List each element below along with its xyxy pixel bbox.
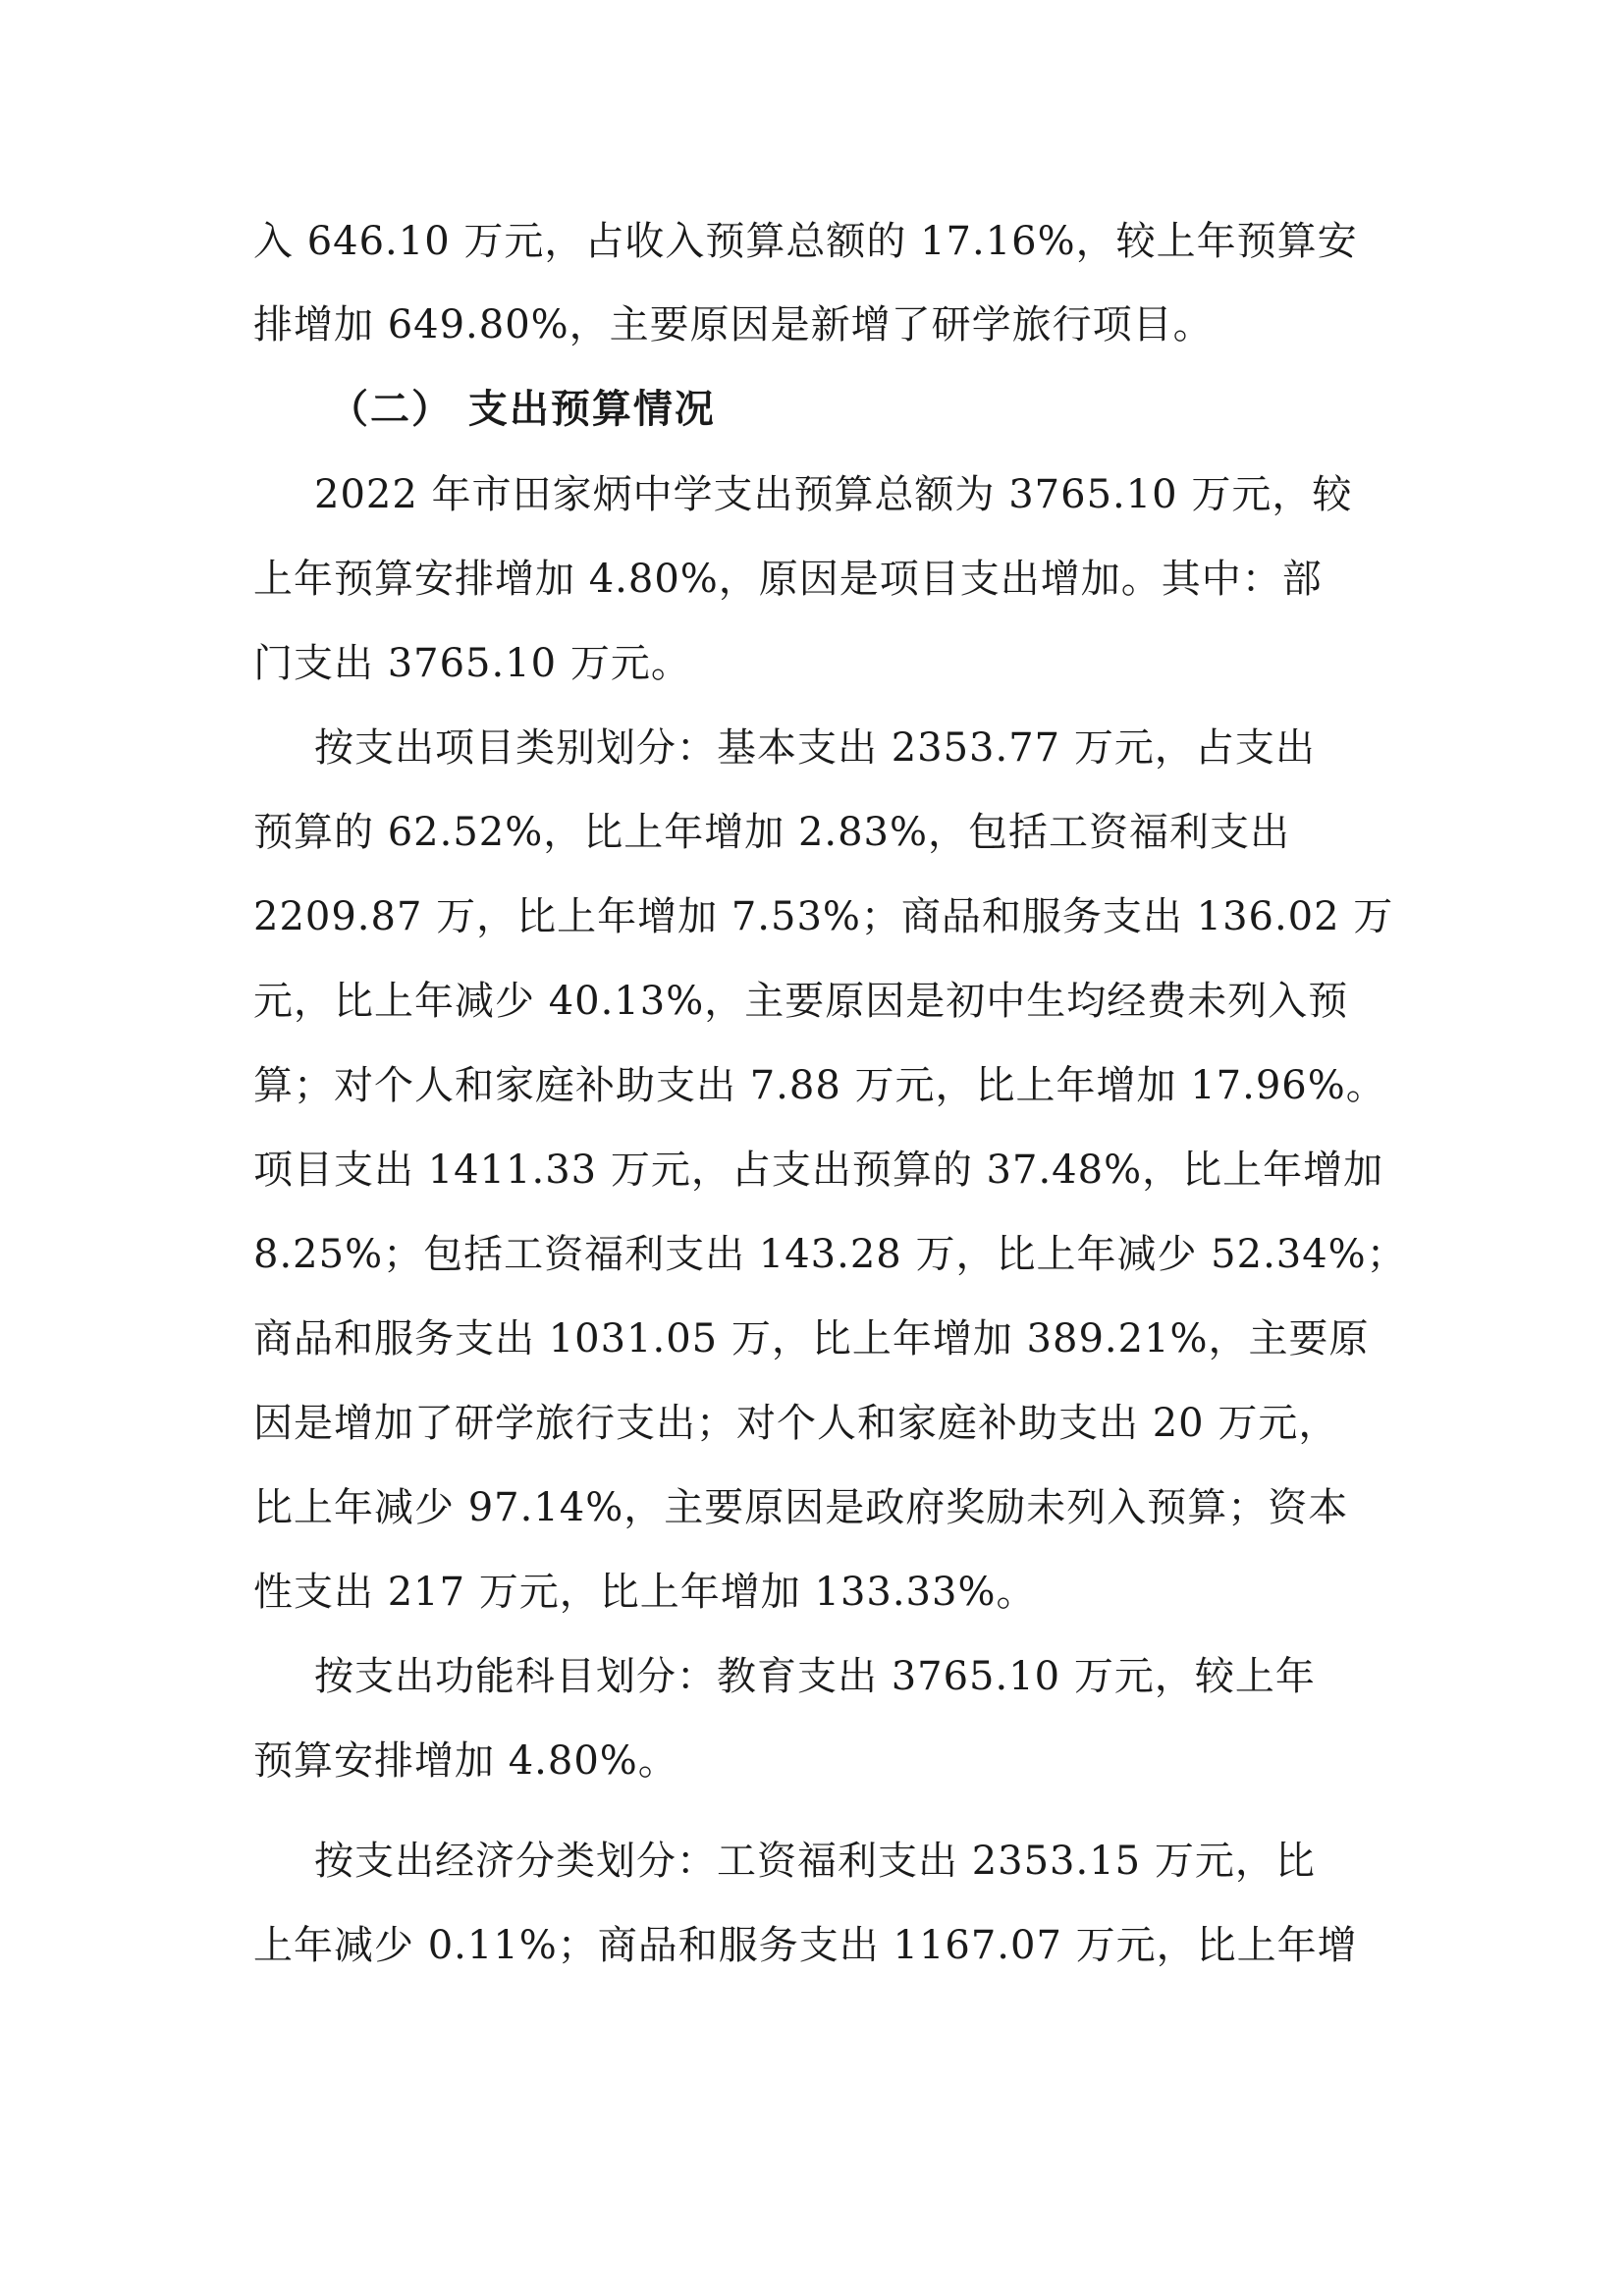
text-line: 商品和服务支出 1031.05 万，比上年增加 389.21%，主要原: [253, 1316, 1370, 1362]
text-line: 按支出项目类别划分：基本支出 2353.77 万元，占支出: [314, 725, 1316, 771]
text-line: 2209.87 万，比上年增加 7.53%；商品和服务支出 136.02 万: [253, 894, 1394, 939]
text-line: 按支出经济分类划分：工资福利支出 2353.15 万元，比: [314, 1839, 1316, 1884]
text-line: 算；对个人和家庭补助支出 7.88 万元，比上年增加 17.96%。: [253, 1063, 1386, 1108]
text-line: 排增加 649.80%，主要原因是新增了研学旅行项目。: [253, 302, 1214, 347]
text-line: 8.25%；包括工资福利支出 143.28 万，比上年减少 52.34%；: [253, 1232, 1407, 1277]
text-line: 按支出功能科目划分：教育支出 3765.10 万元，较上年: [314, 1654, 1316, 1699]
text-line: 预算的 62.52%，比上年增加 2.83%，包括工资福利支出: [253, 810, 1291, 855]
text-line: 预算安排增加 4.80%。: [253, 1738, 678, 1784]
text-line: 因是增加了研学旅行支出；对个人和家庭补助支出 20 万元，: [253, 1401, 1339, 1446]
text-line: 比上年减少 97.14%，主要原因是政府奖励未列入预算；资本: [253, 1485, 1349, 1530]
section-heading: （二） 支出预算情况: [329, 387, 716, 432]
text-line: 入 646.10 万元，占收入预算总额的 17.16%，较上年预算安: [253, 219, 1358, 264]
text-line: 上年减少 0.11%；商品和服务支出 1167.07 万元，比上年增: [253, 1923, 1358, 1968]
text-line: 元，比上年减少 40.13%，主要原因是初中生均经费未列入预: [253, 979, 1349, 1024]
text-line: 上年预算安排增加 4.80%，原因是项目支出增加。其中：部: [253, 557, 1323, 602]
text-line: 性支出 217 万元，比上年增加 133.33%。: [253, 1570, 1037, 1615]
text-line: 项目支出 1411.33 万元，占支出预算的 37.48%，比上年增加: [253, 1148, 1384, 1193]
text-line: 门支出 3765.10 万元。: [253, 641, 691, 686]
text-line: 2022 年市田家炳中学支出预算总额为 3765.10 万元，较: [314, 472, 1353, 517]
